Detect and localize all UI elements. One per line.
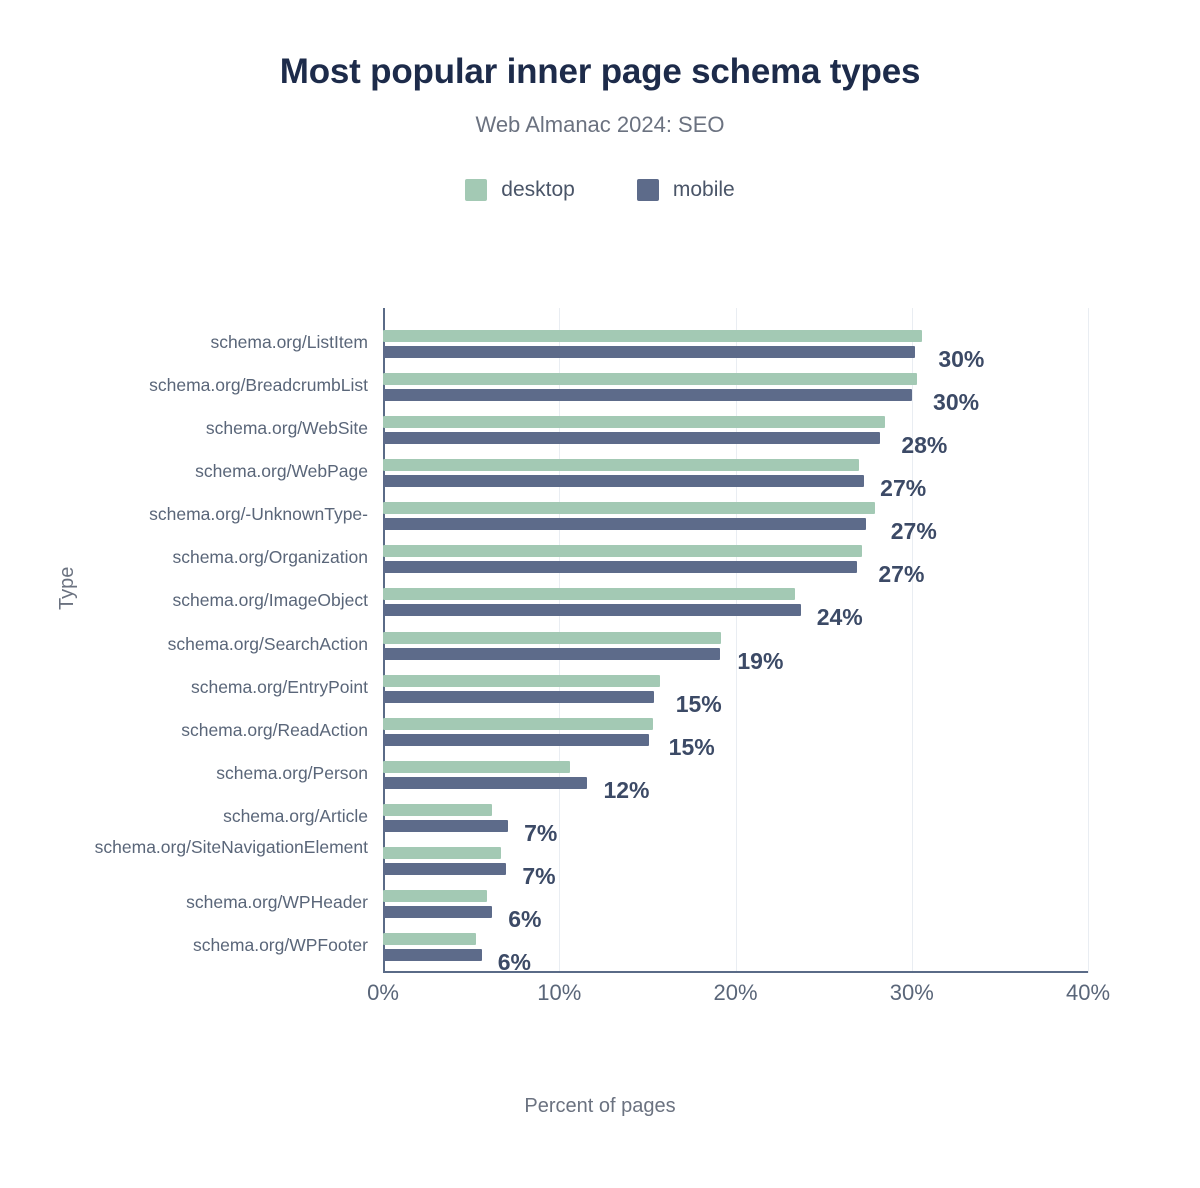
bar-desktop[interactable] (383, 890, 487, 902)
x-axis-line (383, 971, 1088, 973)
x-tick-label: 10% (537, 980, 582, 1005)
bar-value-label: 27% (890, 518, 937, 545)
bar-value-label: 30% (933, 388, 980, 415)
bar-mobile[interactable] (383, 777, 587, 789)
x-tick-label: 20% (713, 980, 758, 1005)
bar-desktop[interactable] (383, 373, 917, 385)
bar-desktop[interactable] (383, 459, 859, 471)
bar-mobile[interactable] (383, 432, 880, 444)
bar-desktop[interactable] (383, 804, 492, 816)
legend-item-mobile[interactable] (637, 178, 735, 202)
y-tick-label: schema.org/WebSite (205, 417, 368, 438)
bar-value-label: 24% (816, 604, 863, 631)
y-tick-label: schema.org/SiteNavigationElement (94, 837, 368, 858)
bar-desktop[interactable] (383, 416, 885, 428)
bar-value-label: 6% (508, 906, 542, 933)
bar-desktop[interactable] (383, 933, 476, 945)
bar-value-label: 12% (603, 776, 650, 803)
bar-desktop[interactable] (383, 761, 570, 773)
bar-value-label: 27% (878, 561, 925, 588)
y-tick-label: schema.org/SearchAction (167, 633, 368, 654)
legend-item-desktop[interactable] (465, 178, 575, 202)
bar-desktop[interactable] (383, 502, 875, 514)
y-tick-label: schema.org/ListItem (210, 331, 368, 352)
chart-legend (0, 178, 1200, 202)
y-tick-label: schema.org/WPFooter (192, 935, 368, 956)
y-tick-label: schema.org/Person (216, 762, 368, 783)
bar-mobile[interactable] (383, 475, 864, 487)
x-axis-title: Percent of pages (524, 1095, 676, 1117)
y-axis-tick-labels (0, 308, 368, 973)
bar-mobile[interactable] (383, 863, 506, 875)
bar-mobile[interactable] (383, 389, 912, 401)
y-tick-label: schema.org/WPHeader (186, 892, 368, 913)
bar-desktop[interactable] (383, 718, 653, 730)
bar-mobile[interactable] (383, 648, 720, 660)
bar-value-label: 15% (675, 690, 722, 717)
bar-desktop[interactable] (383, 545, 862, 557)
bar-value-label: 27% (880, 474, 927, 501)
bar-desktop[interactable] (383, 588, 795, 600)
y-tick-label: schema.org/Organization (172, 547, 368, 568)
plot-area (383, 308, 1088, 976)
x-tick-label: 0% (367, 980, 399, 1005)
bar-desktop[interactable] (383, 847, 501, 859)
x-tick-label: 30% (889, 980, 934, 1005)
chart-subtitle: Web Almanac 2024: SEO (475, 112, 725, 137)
bar-mobile[interactable] (383, 949, 482, 961)
bar-value-label: 6% (497, 949, 531, 976)
y-tick-label: schema.org/-UnknownType- (149, 504, 368, 525)
bar-value-label: 15% (668, 733, 715, 760)
gridline (1088, 308, 1089, 973)
bar-desktop[interactable] (383, 330, 922, 342)
bar-desktop[interactable] (383, 675, 660, 687)
bar-desktop[interactable] (383, 632, 721, 644)
y-tick-label: schema.org/ReadAction (181, 719, 368, 740)
bar-value-label: 30% (938, 345, 985, 372)
x-tick-label: 40% (1065, 980, 1111, 1005)
legend-swatch-mobile (637, 179, 659, 201)
bar-mobile[interactable] (383, 561, 857, 573)
y-tick-label: schema.org/WebPage (195, 460, 368, 481)
bar-value-label: 7% (524, 820, 558, 847)
y-tick-label: schema.org/EntryPoint (190, 676, 368, 697)
legend-label-mobile: mobile (672, 178, 735, 201)
y-axis-title: Type (56, 566, 78, 610)
bar-mobile[interactable] (383, 691, 654, 703)
gridline (736, 308, 737, 973)
gridline (912, 308, 913, 973)
y-tick-label: schema.org/ImageObject (172, 590, 368, 611)
bar-value-label: 7% (522, 863, 556, 890)
bar-mobile[interactable] (383, 906, 492, 918)
bar-mobile[interactable] (383, 346, 915, 358)
bar-mobile[interactable] (383, 820, 508, 832)
bar-mobile[interactable] (383, 604, 801, 616)
legend-swatch-desktop (465, 179, 487, 201)
bar-mobile[interactable] (383, 734, 649, 746)
bar-mobile[interactable] (383, 518, 866, 530)
bar-value-label: 19% (737, 647, 784, 674)
legend-label-desktop: desktop (501, 178, 575, 201)
y-tick-label: schema.org/BreadcrumbList (149, 374, 368, 395)
chart-title: Most popular inner page schema types (279, 52, 921, 91)
y-tick-label: schema.org/Article (223, 806, 368, 827)
bar-value-label: 28% (901, 431, 948, 458)
